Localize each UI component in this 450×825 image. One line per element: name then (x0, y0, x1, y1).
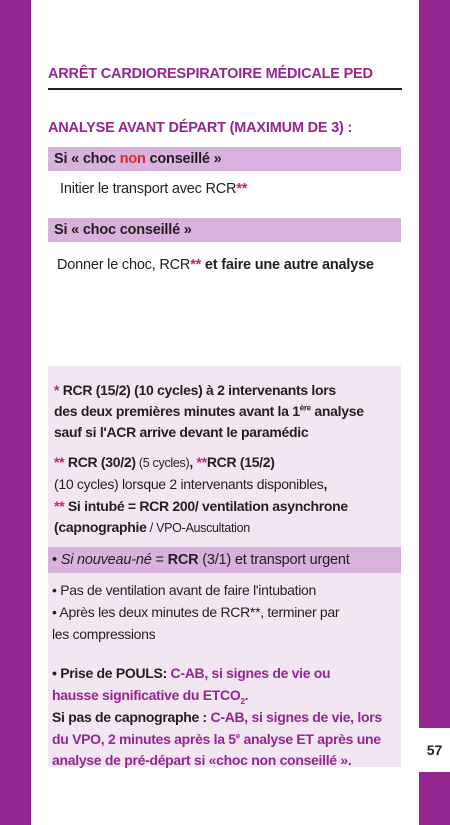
bullet: • (52, 552, 61, 568)
note-text: analyse ET après une (239, 731, 381, 747)
note-text: RCR (15/2) (206, 454, 275, 470)
note-text: , (323, 476, 328, 492)
note-line (54, 403, 364, 419)
note-line: • Pas de ventilation avant de faire l'intubation (52, 582, 317, 598)
page-content (31, 0, 419, 825)
case-shock-action (57, 257, 374, 273)
asterisk-ref: ** (190, 257, 202, 273)
note-line: les compressions (52, 626, 156, 642)
superscript: ère (299, 403, 311, 413)
page-title: ARRÊT CARDIORESPIRATOIRE MÉDICALE PED (48, 66, 373, 82)
note-text: • Prise de POULS: (52, 665, 171, 681)
asterisk-ref: ** (196, 454, 207, 470)
note-text: (capnographie (54, 519, 147, 535)
note-text: des deux premières minutes avant la 1 (54, 403, 300, 419)
asterisk-ref: ** (54, 498, 68, 514)
note-text: C-AB, si signes de vie ou (170, 665, 331, 681)
case-no-shock-suffix: conseillé » (145, 151, 222, 167)
case-shock-band: Si « choc conseillé » (48, 218, 401, 242)
right-color-bar (419, 0, 450, 825)
note-line: sauf si l'ACR arrive devant le paramédic (54, 424, 309, 440)
page-number: 57 (419, 728, 450, 772)
note-line (54, 519, 250, 535)
asterisk-ref: ** (54, 454, 68, 470)
note-line (54, 382, 336, 398)
notes-box (48, 366, 401, 767)
asterisk-ref: * (54, 382, 63, 398)
case-no-shock-action (60, 181, 247, 197)
note-line (52, 687, 248, 706)
title-divider (48, 88, 402, 90)
note-line: • Après les deux minutes de RCR**, terminer par (52, 604, 340, 620)
note-text: C-AB, si signes de vie, lors (210, 709, 382, 725)
case-no-shock-non: non (119, 151, 146, 167)
note-text: Si pas de capnographe : (52, 709, 211, 725)
superscript: e (235, 731, 240, 741)
action-text: Donner le choc, RCR (57, 257, 191, 273)
action-text: Initier le transport avec RCR (60, 181, 237, 197)
note-text: Si intubé = RCR 200/ ventilation asynchrone (67, 498, 348, 514)
case-no-shock-prefix: Si « choc (54, 151, 120, 167)
note-line: analyse de pré-départ si «choc non conseillé ». (52, 752, 352, 768)
analysis-heading: ANALYSE AVANT DÉPART (MAXIMUM DE 3) : (48, 120, 353, 136)
note-text: RCR (30/2) (67, 454, 136, 470)
note-line (54, 476, 327, 492)
action-text-bold: et faire une autre analyse (201, 257, 374, 273)
note-text: Si nouveau-né (60, 552, 152, 568)
left-color-bar (0, 0, 31, 825)
case-no-shock-band (48, 147, 401, 171)
note-text: (5 cycles) (135, 456, 190, 470)
note-line (52, 665, 330, 681)
note-text: RCR (15/2) (10 cycles) à 2 intervenants lors (62, 382, 336, 398)
note-text: hausse significative du ETCO (52, 687, 241, 703)
subscript: 2 (240, 696, 245, 706)
note-text: RCR (167, 552, 199, 568)
note-line (52, 709, 382, 725)
note-line (54, 454, 275, 470)
note-text: . (244, 687, 249, 703)
note-line (52, 731, 381, 747)
asterisk-ref: ** (236, 181, 248, 197)
newborn-band (48, 547, 401, 573)
note-text: analyse (310, 403, 364, 419)
note-line (54, 498, 348, 514)
note-text: , (189, 454, 197, 470)
note-text: (10 cycles) lorsque 2 intervenants disponibles (54, 476, 324, 492)
note-text: / VPO-Auscultation (146, 521, 250, 535)
note-text: du VPO, 2 minutes après la 5 (52, 731, 236, 747)
note-text: = (151, 552, 168, 568)
note-text: (3/1) et transport urgent (198, 552, 350, 568)
